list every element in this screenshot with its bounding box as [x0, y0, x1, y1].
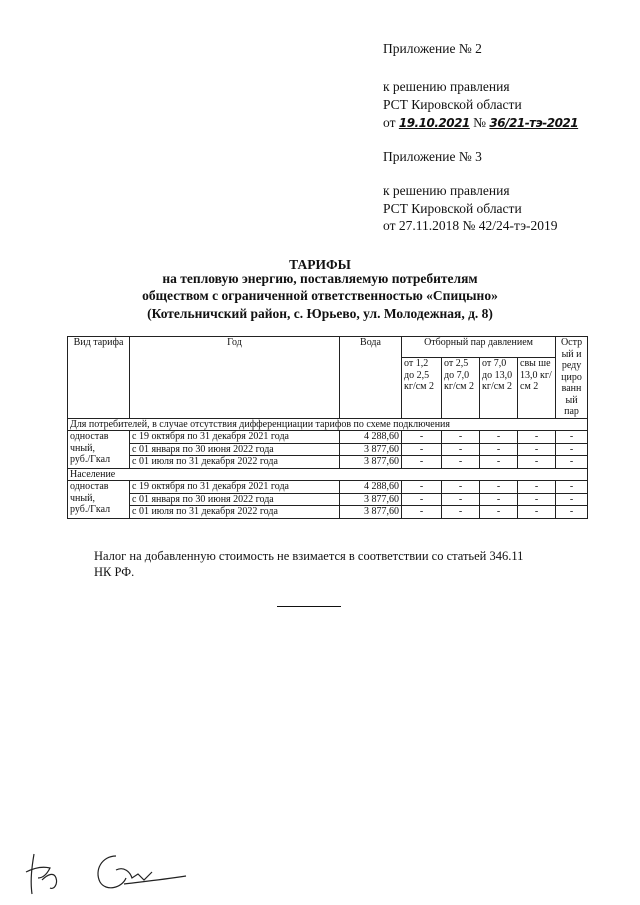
water-cell: 4 288,60 — [340, 481, 402, 494]
decision-date: 19.10.2021 — [398, 116, 470, 130]
signatures — [20, 848, 200, 900]
decision-date-line — [383, 114, 578, 132]
decision-number: 36/21-тэ-2021 — [489, 116, 579, 130]
vat-note: Налог на добавленную стоимость не взимается в соответствии со статьей 346.11 — [94, 549, 524, 563]
header-year: Год — [130, 337, 340, 419]
water-cell: 3 877,60 — [340, 456, 402, 469]
header-steam-group: Отборный пар давлением — [402, 337, 556, 358]
header-steam-1: от 1,2 до 2,5 кг/см 2 — [402, 358, 442, 418]
decision2-line-3: от 27.11.2018 № 42/24-тэ-2019 — [383, 218, 558, 233]
table-row: с 01 января по 30 июня 2022 года 3 877,60 - - - - - — [68, 493, 588, 506]
table-row: одностав чный, руб./Гкал с 19 октября по 31 декабря 2021 года 4 288,60 - - - - - — [68, 431, 588, 444]
from-prefix: от — [383, 115, 396, 130]
period-cell: с 01 июля по 31 декабря 2022 года — [130, 506, 340, 519]
signature-2 — [98, 856, 186, 888]
header-tariff-type: Вид тарифа — [68, 337, 130, 419]
period-cell: с 01 января по 30 июня 2022 года — [130, 443, 340, 456]
period-cell: с 19 октября по 31 декабря 2021 года — [130, 431, 340, 444]
vat-note-line-2: НК РФ. — [94, 565, 135, 579]
decision2-line-2: РСТ Кировской области — [383, 201, 522, 216]
header-steam-4: свы ше 13,0 кг/см 2 — [518, 358, 556, 418]
water-cell: 3 877,60 — [340, 493, 402, 506]
table-row: с 01 июля по 31 декабря 2022 года 3 877,60 - - - - - — [68, 456, 588, 469]
appendix-3-label: Приложение № 3 — [383, 149, 482, 164]
tariff-type-cell: одностав чный, руб./Гкал — [68, 431, 130, 469]
title-line-2: на тепловую энергию, поставляемую потребителям — [162, 271, 478, 286]
water-cell: 4 288,60 — [340, 431, 402, 444]
page-title: ТАРИФЫ — [289, 257, 351, 272]
table-row: с 01 января по 30 июня 2022 года 3 877,60 - - - - - — [68, 443, 588, 456]
closing-rule — [277, 606, 341, 607]
signature-1 — [26, 854, 57, 894]
period-cell: с 01 января по 30 июня 2022 года — [130, 493, 340, 506]
period-cell: с 01 июля по 31 декабря 2022 года — [130, 456, 340, 469]
decision-line-2: РСТ Кировской области — [383, 97, 522, 112]
title-line-4: (Котельничский район, с. Юрьево, ул. Молодежная, д. 8) — [147, 306, 493, 321]
header-sharp-steam: Остр ый и реду циро ванн ый пар — [556, 337, 588, 419]
header-water: Вода — [340, 337, 402, 419]
section-all-consumers: Для потребителей, в случае отсутствия дифференциации тарифов по схеме подключения — [68, 418, 588, 431]
tariff-table — [67, 336, 588, 519]
appendix-2-label: Приложение № 2 — [383, 41, 482, 56]
section-population: Население — [68, 468, 588, 481]
title-line-3: обществом с ограниченной ответственностью «Спицыно» — [142, 288, 498, 303]
period-cell: с 19 октября по 31 декабря 2021 года — [130, 481, 340, 494]
table-row: одностав чный, руб./Гкал с 19 октября по 31 декабря 2021 года 4 288,60 - - - - - — [68, 481, 588, 494]
water-cell: 3 877,60 — [340, 506, 402, 519]
section-row — [68, 468, 588, 481]
tariff-type-cell: одностав чный, руб./Гкал — [68, 481, 130, 519]
section-row — [68, 418, 588, 431]
header-steam-3: от 7,0 до 13,0 кг/см 2 — [480, 358, 518, 418]
decision2-line-1: к решению правления — [383, 183, 510, 198]
water-cell: 3 877,60 — [340, 443, 402, 456]
decision-line-1: к решению правления — [383, 79, 510, 94]
table-row: с 01 июля по 31 декабря 2022 года 3 877,60 - - - - - — [68, 506, 588, 519]
header-steam-2: от 2,5 до 7,0 кг/см 2 — [442, 358, 480, 418]
table-header-row — [68, 337, 588, 358]
number-prefix: № — [473, 115, 487, 130]
